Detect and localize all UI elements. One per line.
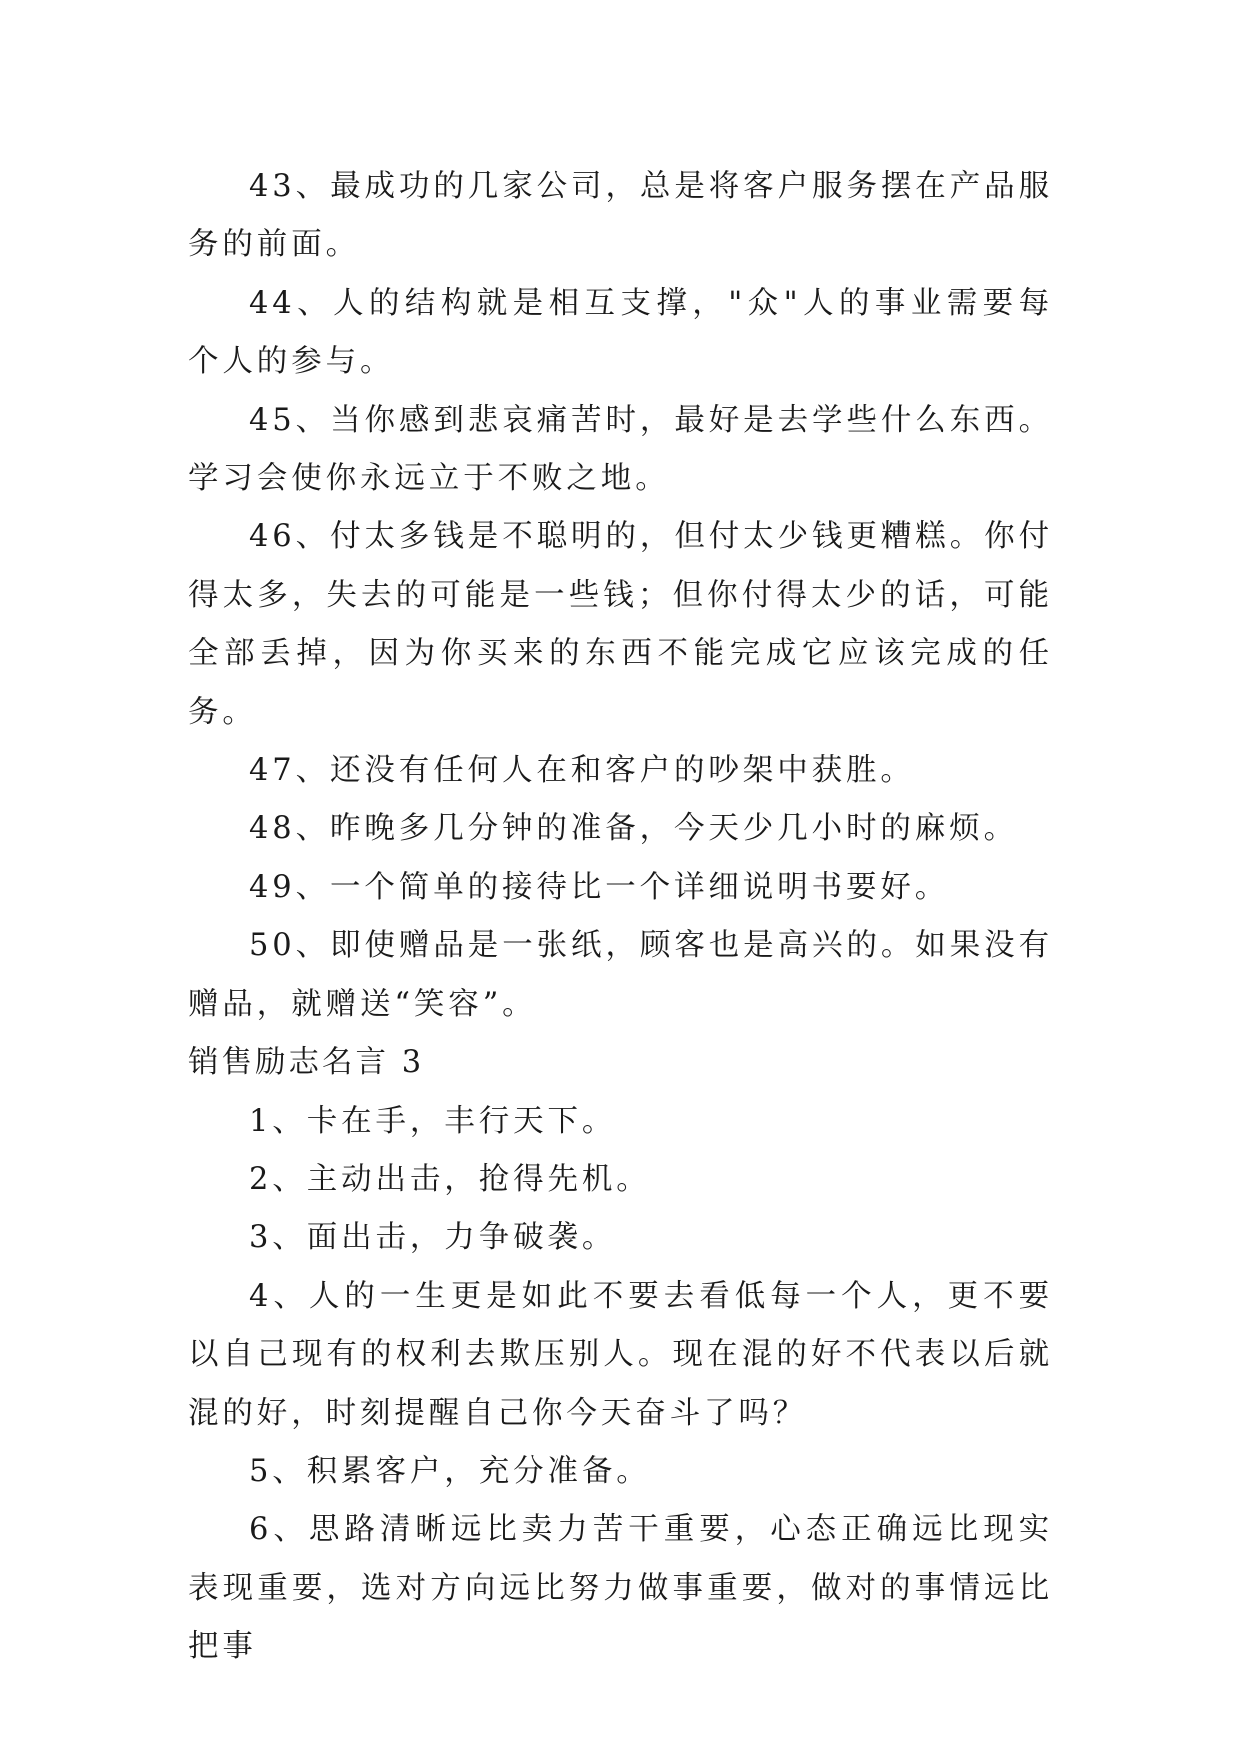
- paragraph-44: 44、人的结构就是相互支撑，"众"人的事业需要每个人的参与。: [188, 285, 1053, 380]
- paragraph-1: 1、卡在手，丰行天下。: [249, 1103, 617, 1139]
- paragraph-2: 2、主动出击，抢得先机。: [249, 1161, 651, 1197]
- section-heading: 销售励志名言 3: [188, 1045, 425, 1081]
- paragraph-47: 47、还没有任何人在和客户的吵架中获胜。: [249, 753, 915, 789]
- paragraph-6: 6、思路清晰远比卖力苦干重要，心态正确远比现实表现重要，选对方向远比努力做事重要，做对的事情远比把事: [188, 1512, 1053, 1665]
- paragraph-46: 46、付太多钱是不聪明的，但付太少钱更糟糕。你付得太多，失去的可能是一些钱；但你付得太少的话，可能全部丢掉，因为你买来的东西不能完成它应该完成的任务。: [188, 519, 1053, 730]
- paragraph-49: 49、一个简单的接待比一个详细说明书要好。: [249, 869, 950, 905]
- paragraph-43: 43、最成功的几家公司，总是将客户服务摆在产品服务的前面。: [188, 169, 1053, 263]
- paragraph-3: 3、面出击，力争破袭。: [249, 1220, 617, 1256]
- document-body: [188, 158, 1053, 1677]
- paragraph-48: 48、昨晚多几分钟的准备，今天少几小时的麻烦。: [249, 811, 1019, 847]
- paragraph-45: 45、当你感到悲哀痛苦时，最好是去学些什么东西。学习会使你永远立于不败之地。: [188, 402, 1053, 497]
- paragraph-4: 4、人的一生更是如此不要去看低每一个人，更不要以自己现有的权利去欺压别人。现在混的好不代表以后就混的好，时刻提醒自己你今天奋斗了吗？: [188, 1278, 1053, 1431]
- paragraph-50: 50、即使赠品是一张纸，顾客也是高兴的。如果没有赠品，就赠送“笑容”。: [188, 928, 1053, 1022]
- paragraph-5: 5、积累客户，充分准备。: [249, 1453, 651, 1489]
